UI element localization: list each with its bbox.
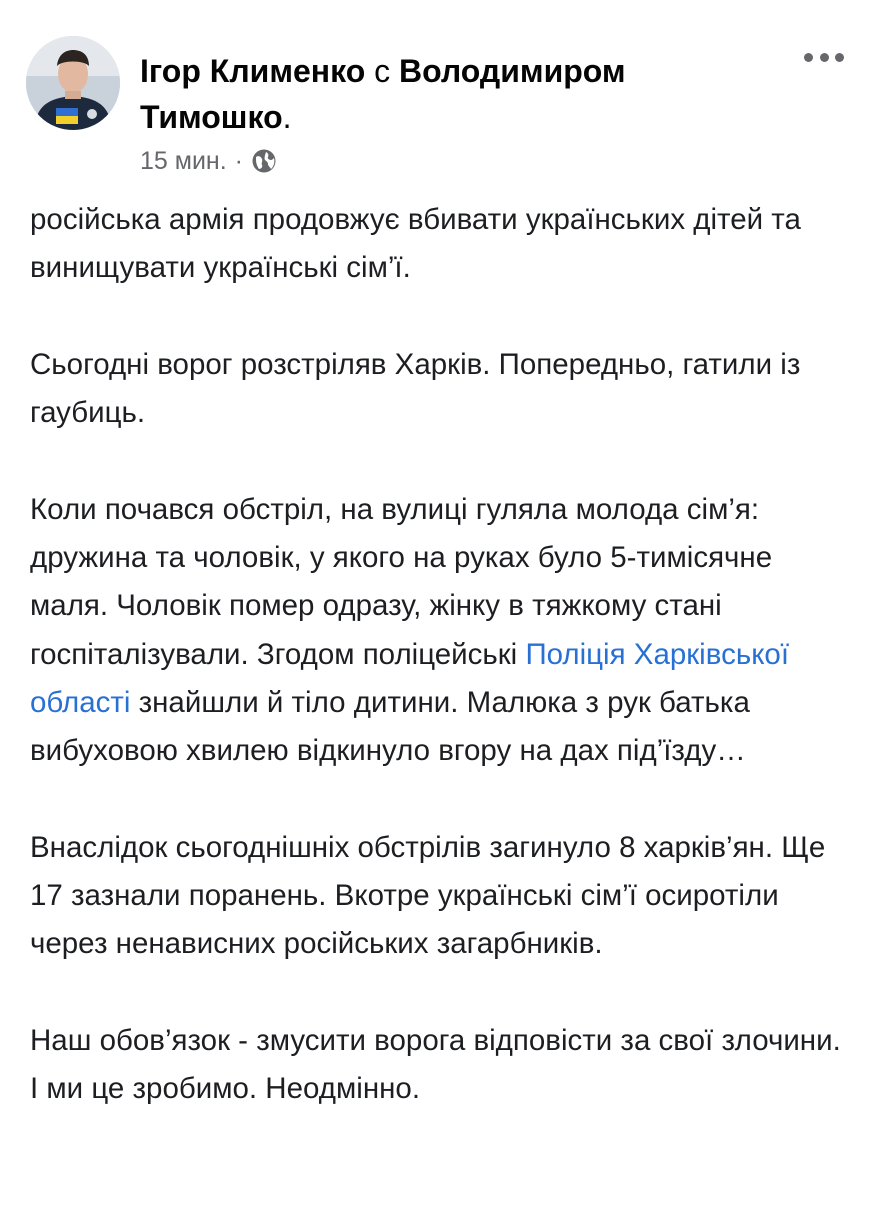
paragraph-text: знайшли й тіло дитини. Малюка з рук батька вибуховою хвилею відкинуло вгору на дах під’їзду… <box>30 685 750 768</box>
tagged-page-link[interactable]: Поліція Харківської області <box>30 637 790 719</box>
author-name[interactable]: Ігор Клименко <box>140 53 366 89</box>
post-paragraph <box>30 486 845 776</box>
post-paragraph: Внаслідок сьогоднішніх обстрілів загинуло 8 харків’ян. Ще 17 зазнали поранень. Вкотре українські сім’ї осиротіли через ненависних російських загарбників. <box>30 830 826 961</box>
more-dot <box>820 53 829 62</box>
globe-icon[interactable] <box>251 148 277 174</box>
more-dots-icon[interactable] <box>804 50 844 64</box>
paragraph-text: Коли почався обстріл, на вулиці гуляла молода сім’я: дружина та чоловік, у якого на руках було 5-тимісячне маля. Чоловік помер одразу, жінку в тяжкому стані госпіталізували. Згодом поліцейські <box>30 492 773 671</box>
post-header <box>26 36 846 186</box>
more-dot <box>804 53 813 62</box>
post-paragraph: Наш обов’язок - змусити ворога відповісти за свої злочини. І ми це зробимо. Неодмінно. <box>30 1024 841 1106</box>
tagged-user[interactable]: Володимиром Тимошко <box>140 53 626 135</box>
more-dot <box>835 53 844 62</box>
author-line-period: . <box>282 99 292 135</box>
post-paragraph: Сьогодні ворог розстріляв Харків. Попередньо, гатили із гаубиць. <box>30 347 801 430</box>
meta-separator: · <box>234 146 243 175</box>
with-word: с <box>374 53 391 89</box>
post-meta <box>140 144 277 178</box>
author-line <box>140 48 780 140</box>
post-paragraph: російська армія продовжує вбивати українських дітей та винищувати українські сім’ї. <box>30 203 801 285</box>
post-body <box>30 196 845 1162</box>
author-avatar[interactable] <box>26 36 120 130</box>
avatar-image <box>26 36 120 130</box>
post-timestamp[interactable]: 15 мин. <box>140 146 227 175</box>
